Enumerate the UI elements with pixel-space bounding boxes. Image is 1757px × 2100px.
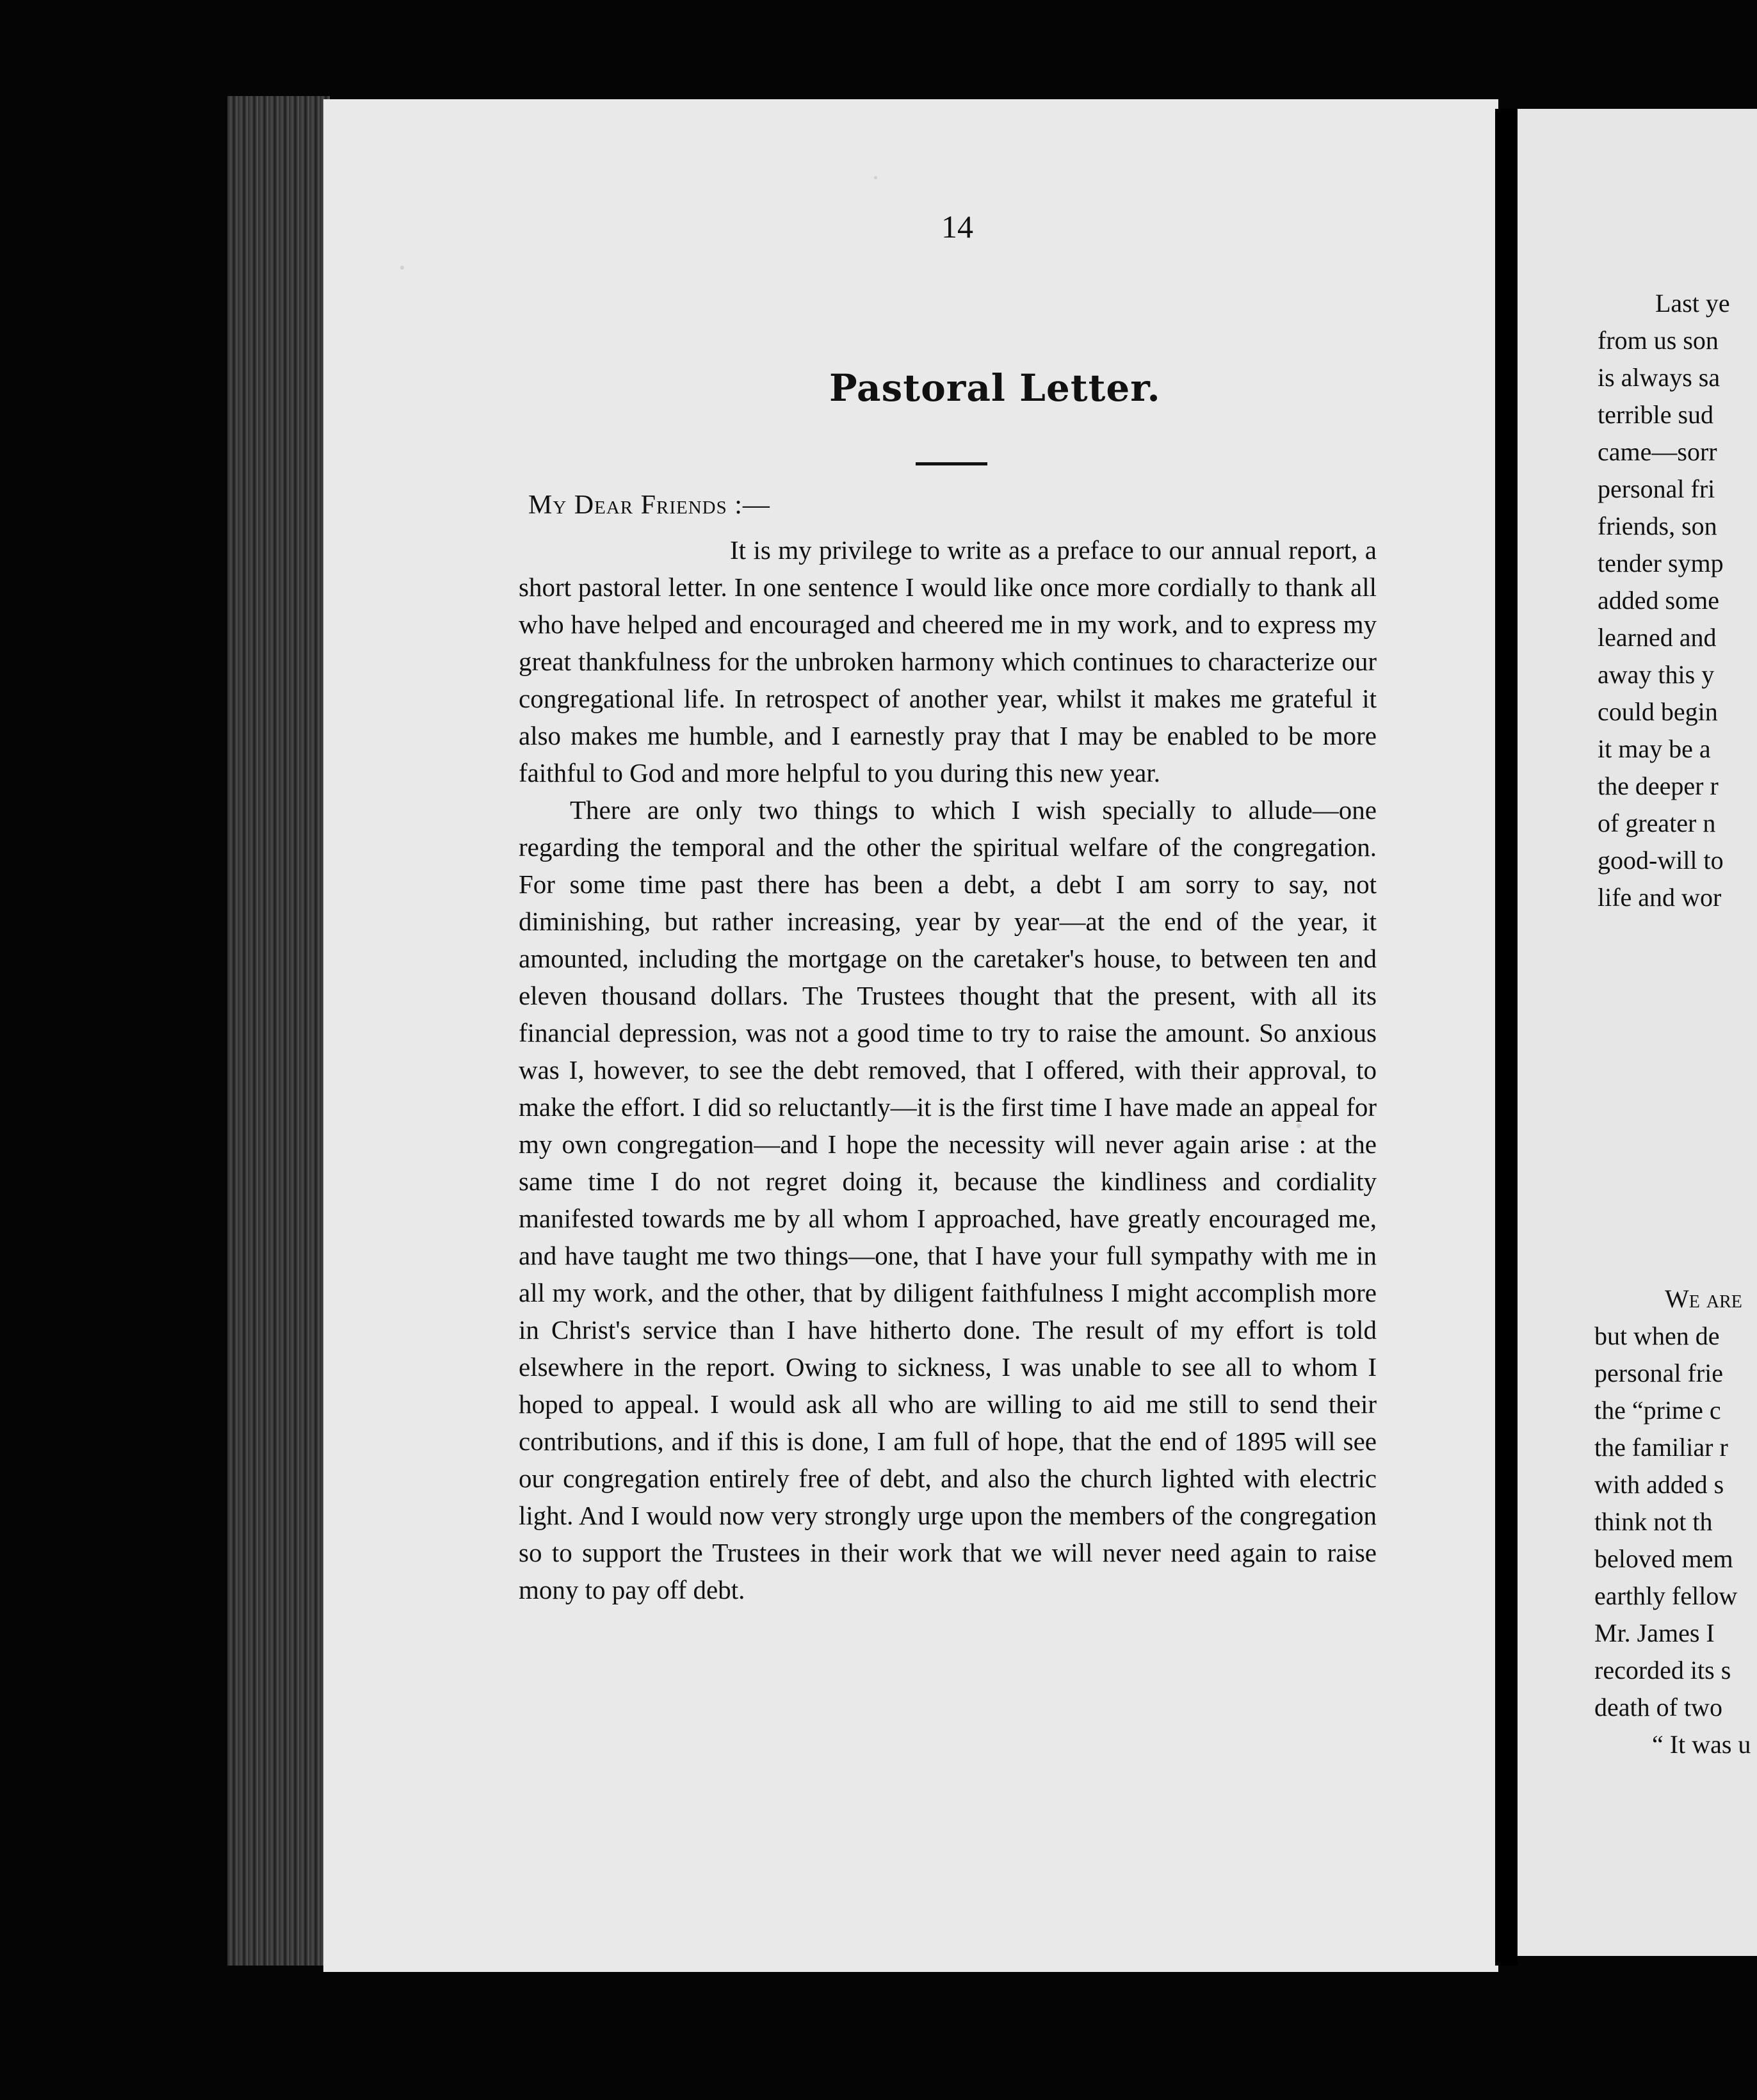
paragraph: There are only two things to which I wish specially to allude—one regarding the temporal and the other the spiritual welfare of the congregation. For some time past there has been a debt, a debt I am sorry to say, not diminishing, but rather increasing, year by year—at the end of the year, it amounted, including the mortgage on the caretaker's house, to between ten and eleven thousand dollars. The Trustees thought that the present, with all its financial depression, was not a good time to try to raise the amount. So anxious was I, however, to see the debt removed, that I offered, with their approval, to make the effort. I did so reluctantly—it is the first time I have made an appeal for my own congregation—and I hope the necessity will never again arise : at the same time I do not regret doing it, because the kindliness and cordiality manifested towards me by all whom I approached, have greatly encouraged me, and have taught me two things—one, that I have your full sympathy with me in all my work, and the other, that by diligent faithfulness I might accomplish more in Christ's service than I have hitherto done. The result of my effort is told elsewhere in the report. Owing to sickness, I was unable to see all to whom I hoped to appeal. I would ask all who are willing to aid me still to send their contributions, and if this is done, I am full of hope, that the end of 1895 will see our congregation entirely free of debt, and also the church lighted with electric light. And I would now very strongly urge upon the members of the congregation so to support the Trustees in their work that we will never need again to raise mony to pay off debt. — [519, 795, 1377, 1604]
title-rule — [916, 462, 987, 465]
text-line: terrible sud — [1598, 400, 1714, 429]
text-line: earthly fellow — [1594, 1581, 1738, 1610]
text-line: Last ye — [1655, 289, 1730, 318]
letter-body — [519, 531, 1377, 1608]
text-line: friends, son — [1598, 512, 1717, 540]
text-line: the familiar r — [1594, 1433, 1728, 1462]
text-line: death of two — [1594, 1693, 1722, 1722]
text-line: came—sorr — [1598, 437, 1717, 466]
text-line: with added s — [1594, 1470, 1724, 1499]
salutation: My Dear Friends :— — [528, 490, 770, 520]
right-page-lower-text — [1594, 1280, 1757, 1763]
text-line: of greater n — [1598, 809, 1716, 837]
text-line: tender symp — [1598, 549, 1724, 578]
text-line: We are — [1665, 1284, 1742, 1313]
text-line: “ It was u — [1652, 1730, 1751, 1759]
text-line: Mr. James I — [1594, 1619, 1715, 1647]
letter-title: Pastoral Letter. — [829, 366, 1161, 410]
page-number: 14 — [941, 209, 973, 245]
right-page-upper-text — [1598, 285, 1757, 916]
paper-speck — [400, 266, 404, 270]
text-line: think not th — [1594, 1507, 1713, 1536]
text-line: life and wor — [1598, 883, 1722, 912]
text-line: added some — [1598, 586, 1719, 615]
paper-speck — [874, 176, 877, 179]
text-line: the deeper r — [1598, 771, 1719, 800]
book-gutter — [1495, 109, 1518, 1966]
text-line: away this y — [1598, 660, 1715, 689]
text-line: good-will to — [1598, 846, 1724, 875]
text-line: personal frie — [1594, 1359, 1724, 1387]
text-line: the “prime c — [1594, 1396, 1721, 1425]
text-line: from us son — [1598, 326, 1719, 355]
text-line: recorded its s — [1594, 1656, 1731, 1684]
book-fore-edge — [227, 96, 330, 1966]
text-line: learned and — [1598, 623, 1717, 652]
paragraph: It is my privilege to write as a preface to our annual report, a short pastoral letter. In one sentence I would like once more cordially to thank all who have helped and encouraged and cheered me in my work, and to express my great thankfulness for the unbroken harmony which continues to characterize our congregational life. In retrospect of another year, whilst it makes me grateful it also makes me humble, and I earnestly pray that I may be enabled to be more faithful to God and more helpful to you during this new year. — [519, 535, 1377, 788]
text-line: it may be a — [1598, 734, 1711, 763]
text-line: could begin — [1598, 697, 1718, 726]
text-line: personal fri — [1598, 474, 1715, 503]
text-line: beloved mem — [1594, 1544, 1733, 1573]
text-line: but when de — [1594, 1321, 1720, 1350]
text-line: is always sa — [1598, 363, 1721, 392]
